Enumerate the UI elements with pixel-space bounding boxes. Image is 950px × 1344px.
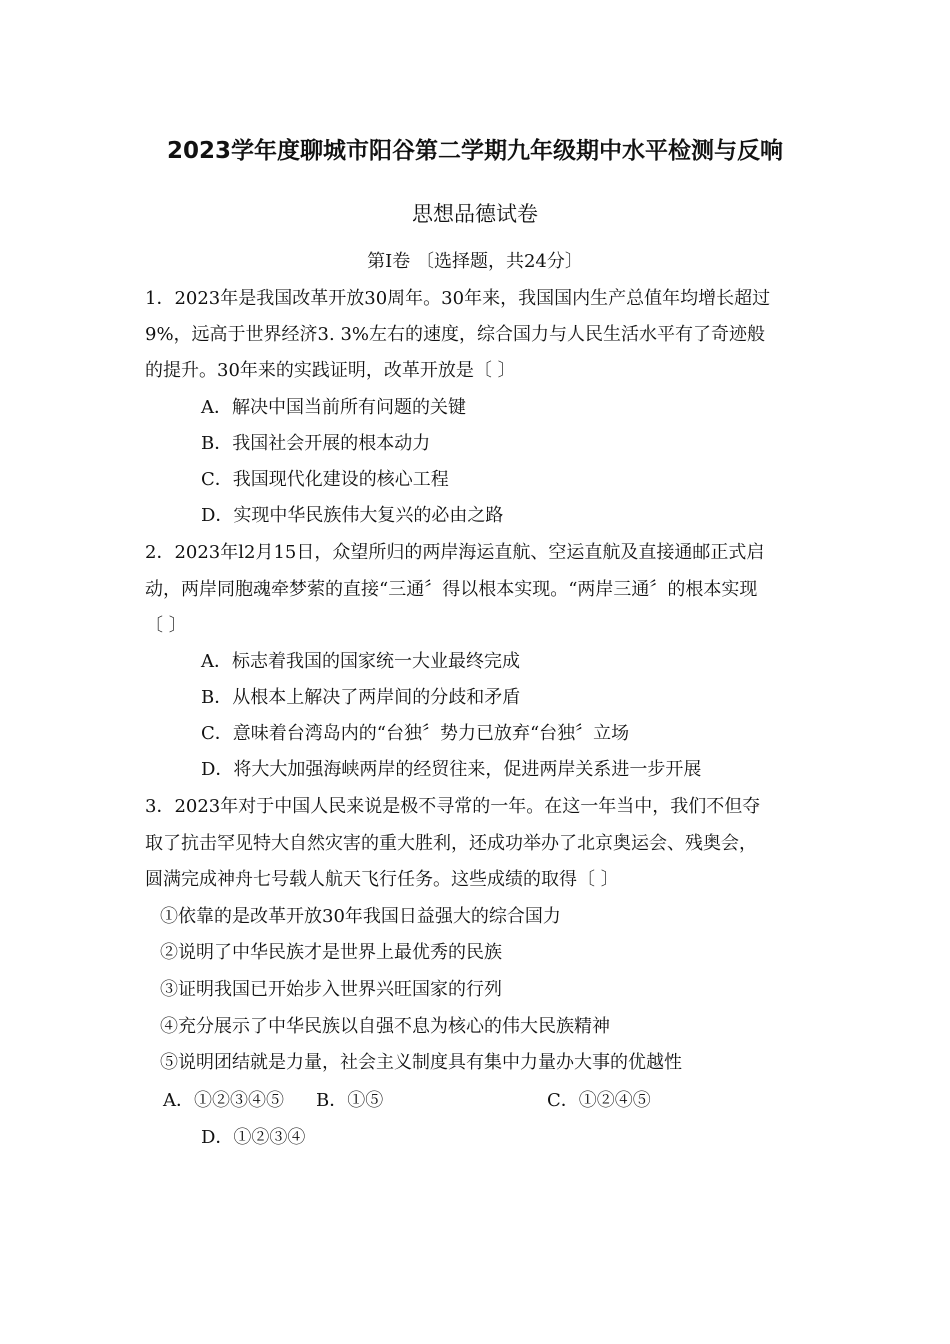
- option-d: D．①②③④: [201, 1127, 306, 1148]
- option-d: D．将大大加强海峡两岸的经贸往来，促进两岸关系进一步开展: [201, 759, 702, 780]
- section-heading: 第I卷 〔选择题，共24分〕: [367, 251, 583, 272]
- exam-subtitle: 思想品德试卷: [412, 202, 538, 226]
- statement-3: ③证明我国已开始步入世界兴旺国家的行列: [160, 979, 502, 1000]
- option-d: D．实现中华民族伟大复兴的必由之路: [201, 505, 504, 526]
- exam-title: 2023学年度聊城市阳谷第二学期九年级期中水平检测与反响: [166, 138, 783, 164]
- option-b: B．①⑤: [316, 1090, 384, 1111]
- option-c: C．①②④⑤: [547, 1090, 651, 1111]
- question-text-line: 的提升。30年来的实践证明，改革开放是〔 〕: [145, 360, 516, 381]
- question-text-line: 取了抗击罕见特大自然灾害的重大胜利，还成功举办了北京奥运会、残奥会，: [145, 833, 757, 854]
- option-c: C．意味着台湾岛内的“台独〞势力已放弃“台独〞立场: [201, 723, 630, 744]
- statement-1: ①依靠的是改革开放30年我国日益强大的综合国力: [160, 906, 561, 927]
- option-b: B．从根本上解决了两岸间的分歧和矛盾: [201, 687, 521, 708]
- question-text-line: 2．2023年l2月15日，众望所归的两岸海运直航、空运直航及直接通邮正式启: [145, 542, 765, 563]
- option-b: B．我国社会开展的根本动力: [201, 433, 431, 454]
- question-text-line: 〔 〕: [145, 615, 187, 636]
- statement-5: ⑤说明团结就是力量，社会主义制度具有集中力量办大事的优越性: [160, 1052, 682, 1073]
- question-text-line: 9%，远高于世界经济3. 3%左右的速度，综合国力与人民生活水平有了奇迹般: [145, 324, 766, 345]
- question-text-line: 动，两岸同胞魂牵梦萦的直接“三通〞得以根本实现。“两岸三通〞的根本实现: [145, 579, 758, 600]
- question-text-line: 3．2023年对于中国人民来说是极不寻常的一年。在这一年当中，我们不但夺: [145, 796, 761, 817]
- option-a: A．解决中国当前所有问题的关键: [201, 397, 466, 418]
- statement-2: ②说明了中华民族才是世界上最优秀的民族: [160, 942, 502, 963]
- option-a: A．标志着我国的国家统一大业最终完成: [201, 651, 520, 672]
- question-text-line: 1．2023年是我国改革开放30周年。30年来，我国国内生产总值年均增长超过: [145, 288, 771, 309]
- statement-4: ④充分展示了中华民族以自强不息为核心的伟大民族精神: [160, 1016, 610, 1037]
- option-c: C．我国现代化建设的核心工程: [201, 469, 449, 490]
- question-text-line: 圆满完成神舟七号载人航天飞行任务。这些成绩的取得〔 〕: [145, 869, 619, 890]
- option-a: A．①②③④⑤: [163, 1090, 284, 1111]
